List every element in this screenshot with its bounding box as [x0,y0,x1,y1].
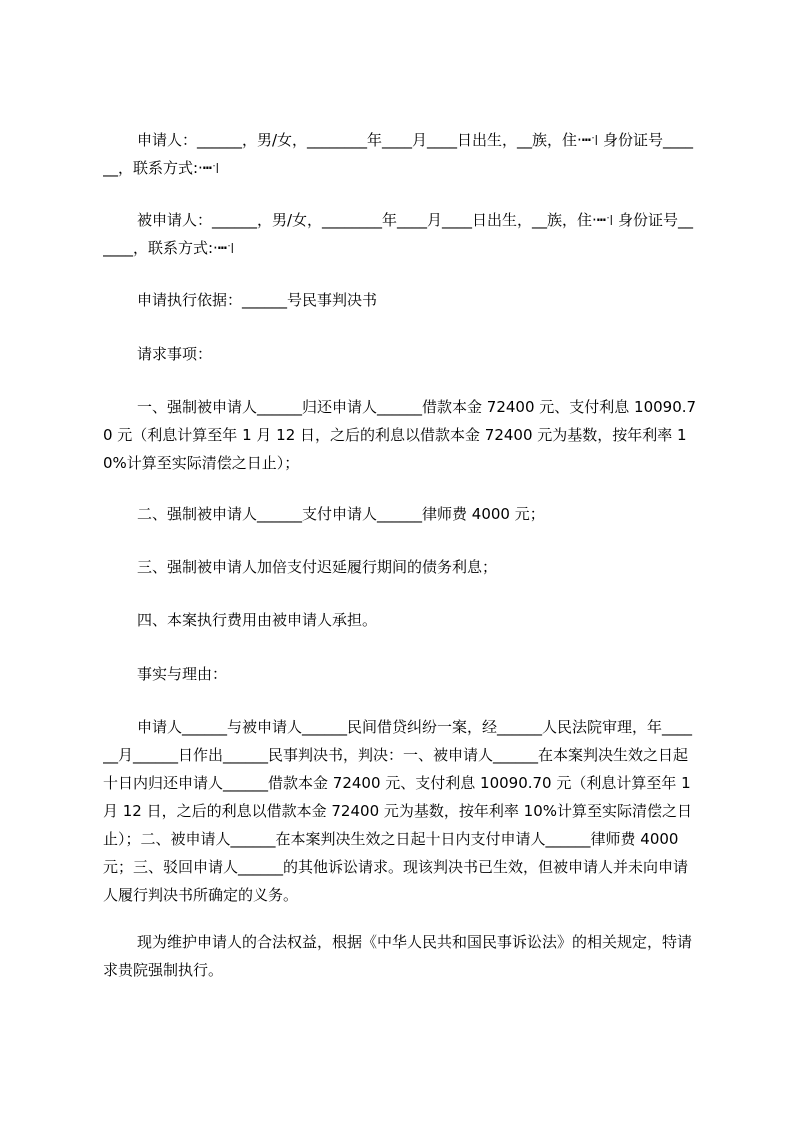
facts-body: 申请人______与被申请人______民间借贷纠纷一案，经______人民法院审理，年______月______日作出______民事判决书，判决：一、被申请人______在本案判决生效之日起十日内归还申请人______借款本金 72400 元、支付利息 10090.70 元（利息计算至年 1 月 12 日，之后的利息以借款本金 72400 元为基数，按年利率 10%计算至实际清偿之日止）；二、被申请人______在本案判决生效之日起十日内支付申请人______律师费 4000 元；三、驳回申请人______的其他诉讼请求。现该判决书已生效，但被申请人并未向申请人履行判决书所确定的义务。 [103,718,693,904]
request-item-1: 一、强制被申请人______归还申请人______借款本金 72400 元、支付利息 10090.70 元（利息计算至年 1 月 12 日，之后的利息以借款本金 72400 元为基数，按年利率 10%计算至实际清偿之日止）； [103,398,697,472]
enforcement-basis: 申请执行依据：______号民事判决书 [137,291,378,309]
request-item-4: 四、本案执行费用由被申请人承担。 [137,611,378,629]
closing-statement: 现为维护申请人的合法权益，根据《中华人民共和国民事诉讼法》的相关规定，特请求贵院强制执行。 [103,933,693,979]
request-item-2: 二、强制被申请人______支付申请人______律师费 4000 元； [137,505,545,523]
requests-heading: 请求事项： [137,345,213,363]
facts-heading: 事实与理由： [137,665,228,683]
request-item-3: 三、强制被申请人加倍支付迟延履行期间的债务利息； [137,558,498,576]
respondent-info: 被申请人：______，男/女，________年____月____日出生，__族，住·┅꜉ 身份证号______，联系方式:·┅꜉ [103,211,694,257]
applicant-info: 申请人：______，男/女，________年____月____日出生，__族，住·┅꜉ 身份证号______，联系方式:·┅꜉ [103,131,694,177]
